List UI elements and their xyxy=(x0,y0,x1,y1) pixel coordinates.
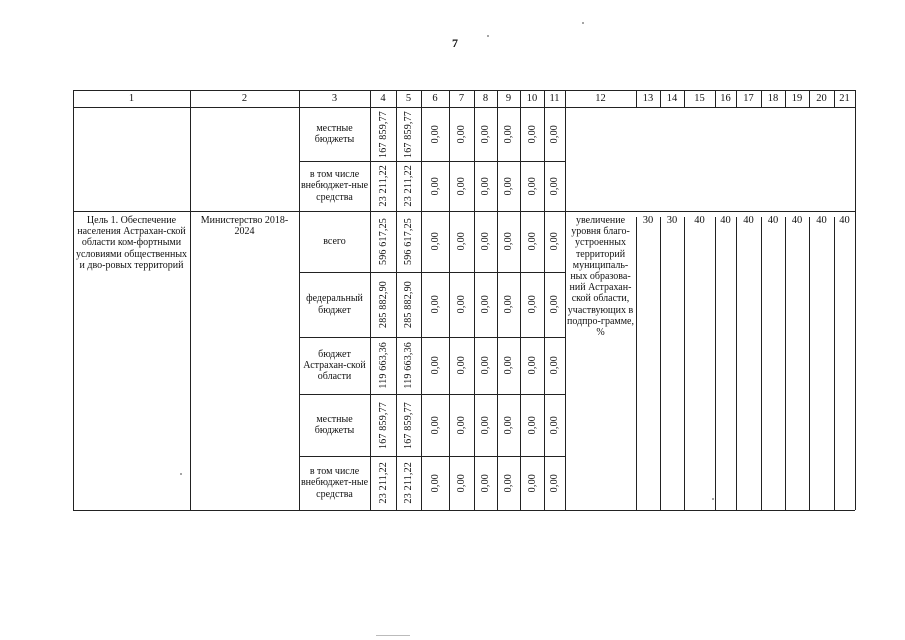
table-rule xyxy=(660,217,661,510)
row-regional-value-8: 0,00 xyxy=(480,356,491,375)
row-local-value-5: 167 859,77 xyxy=(403,401,414,449)
row-extrabudget-label: в том числе внебюджет-ные средства xyxy=(300,466,369,500)
row-federal-label: федеральный бюджет xyxy=(306,293,363,316)
row-total-value-4: 596 617,25 xyxy=(377,218,389,265)
scan-speck xyxy=(180,473,182,475)
row-extrabudget-value-11: 0,00 xyxy=(549,473,560,493)
indicator-text: увеличение уровня благо-устроенных территорий муниципаль-ных образова-ний Астрахан-ской области, участвующих в подпро-грамме, % xyxy=(567,215,634,338)
table-rule xyxy=(855,107,856,510)
row-federal-value-7: 0,00 xyxy=(456,295,467,314)
column-header-12: 12 xyxy=(595,93,606,104)
column-header-7: 7 xyxy=(458,93,465,104)
target-value-17: 40 xyxy=(743,215,754,226)
top-row-extrabudget-value-5: 23 211,22 xyxy=(403,165,414,207)
row-regional-value-7: 0,00 xyxy=(456,356,467,375)
row-extrabudget-value-4: 23 211,22 xyxy=(377,462,389,504)
target-value-18: 40 xyxy=(767,215,779,226)
top-row-extrabudget-label: в том числе внебюджет-ные средства xyxy=(300,169,369,203)
column-header-4: 4 xyxy=(380,93,386,104)
row-local-value-4: 167 859,77 xyxy=(377,401,389,449)
row-local-value-9: 0,00 xyxy=(503,415,514,435)
target-value-20: 40 xyxy=(816,215,827,226)
table-rule xyxy=(834,217,835,510)
column-header-20: 20 xyxy=(816,93,827,104)
row-total-value-10: 0,00 xyxy=(526,232,538,251)
top-row-extrabudget-value-8: 0,00 xyxy=(480,176,491,196)
row-extrabudget-value-10: 0,00 xyxy=(526,473,538,493)
table-rule xyxy=(761,217,762,510)
target-value-21: 40 xyxy=(839,215,850,226)
top-row-extrabudget-value-4: 23 211,22 xyxy=(377,165,389,207)
column-header-19: 19 xyxy=(791,93,803,104)
column-header-18: 18 xyxy=(767,93,779,104)
row-regional-value-5: 119 663,36 xyxy=(403,342,414,389)
column-header-14: 14 xyxy=(666,93,678,104)
row-extrabudget-value-8: 0,00 xyxy=(480,473,491,493)
row-federal-value-6: 0,00 xyxy=(429,295,441,314)
column-header-8: 8 xyxy=(482,93,489,104)
target-value-14: 30 xyxy=(666,215,678,226)
table-rule xyxy=(809,217,810,510)
top-row-extrabudget-value-10: 0,00 xyxy=(526,176,538,196)
table-rule xyxy=(565,510,855,511)
row-local-value-11: 0,00 xyxy=(549,415,560,435)
top-row-local-value-5: 167 859,77 xyxy=(403,110,414,158)
row-federal-value-5: 285 882,90 xyxy=(403,281,414,328)
row-total-value-7: 0,00 xyxy=(456,232,467,251)
table-rule xyxy=(636,217,637,510)
top-row-local-value-6: 0,00 xyxy=(429,124,441,144)
table-rule xyxy=(715,217,716,510)
row-local-value-6: 0,00 xyxy=(429,415,441,435)
top-row-local-value-7: 0,00 xyxy=(456,124,467,144)
row-total-value-6: 0,00 xyxy=(429,232,441,251)
table-rule xyxy=(736,217,737,510)
top-row-extrabudget-value-7: 0,00 xyxy=(456,176,467,196)
scan-speck xyxy=(487,35,489,37)
top-row-local-value-11: 0,00 xyxy=(549,124,560,144)
row-regional-value-6: 0,00 xyxy=(429,356,441,375)
row-federal-value-4: 285 882,90 xyxy=(377,281,389,328)
top-row-extrabudget-value-6: 0,00 xyxy=(429,176,441,196)
column-header-21: 21 xyxy=(839,93,850,104)
column-header-10: 10 xyxy=(526,93,538,104)
row-total-value-9: 0,00 xyxy=(503,232,514,251)
column-header-11: 11 xyxy=(549,93,560,104)
table-rule xyxy=(73,107,74,510)
table-rule xyxy=(190,107,191,510)
top-row-local-label: местные бюджеты xyxy=(314,122,355,145)
column-header-5: 5 xyxy=(405,93,412,104)
column-header-9: 9 xyxy=(505,93,512,104)
row-total-value-8: 0,00 xyxy=(480,232,491,251)
target-value-19: 40 xyxy=(791,215,803,226)
row-local-value-10: 0,00 xyxy=(526,415,538,435)
column-header-13: 13 xyxy=(642,93,654,104)
row-total-label: всего xyxy=(323,235,346,247)
row-extrabudget-value-5: 23 211,22 xyxy=(403,462,414,504)
column-header-1: 1 xyxy=(128,93,135,104)
row-extrabudget-value-7: 0,00 xyxy=(456,473,467,493)
table-rule xyxy=(684,217,685,510)
row-extrabudget-value-6: 0,00 xyxy=(429,473,441,493)
scan-speck xyxy=(582,22,584,24)
row-extrabudget-value-9: 0,00 xyxy=(503,473,514,493)
row-total-value-11: 0,00 xyxy=(549,232,560,251)
scan-mark xyxy=(376,635,410,636)
executor-text: Министерство 2018-2024 xyxy=(200,215,289,238)
top-row-extrabudget-value-11: 0,00 xyxy=(549,176,560,196)
table-rule xyxy=(73,510,565,511)
row-local-value-7: 0,00 xyxy=(456,415,467,435)
column-header-16: 16 xyxy=(720,93,731,104)
top-row-local-value-10: 0,00 xyxy=(526,124,538,144)
column-header-6: 6 xyxy=(432,93,438,104)
column-header-15: 15 xyxy=(694,93,705,104)
column-header-2: 2 xyxy=(241,93,248,104)
row-regional-value-9: 0,00 xyxy=(503,356,514,375)
table-rule xyxy=(855,90,856,107)
row-federal-value-11: 0,00 xyxy=(549,295,560,314)
row-regional-label: бюджет Астрахан-ской области xyxy=(303,348,366,383)
top-row-extrabudget-value-9: 0,00 xyxy=(503,176,514,196)
row-regional-value-4: 119 663,36 xyxy=(377,342,389,389)
column-header-17: 17 xyxy=(743,93,754,104)
table-rule xyxy=(785,217,786,510)
table-rule xyxy=(565,107,566,510)
goal-text: Цель 1. Обеспечение населения Астрахан-ской области ком-фортными условиями общественных и дво-ровых территорий xyxy=(75,215,188,271)
row-regional-value-11: 0,00 xyxy=(549,356,560,375)
target-value-15: 40 xyxy=(694,215,705,226)
row-regional-value-10: 0,00 xyxy=(526,356,538,375)
scan-speck xyxy=(712,498,714,500)
column-header-3: 3 xyxy=(331,93,338,104)
target-value-13: 30 xyxy=(642,215,654,226)
row-total-value-5: 596 617,25 xyxy=(403,218,414,265)
row-local-label: местные бюджеты xyxy=(314,413,355,436)
top-row-local-value-4: 167 859,77 xyxy=(377,110,389,158)
row-federal-value-8: 0,00 xyxy=(480,295,491,314)
row-local-value-8: 0,00 xyxy=(480,415,491,435)
row-federal-value-9: 0,00 xyxy=(503,295,514,314)
top-row-local-value-8: 0,00 xyxy=(480,124,491,144)
row-federal-value-10: 0,00 xyxy=(526,295,538,314)
top-row-local-value-9: 0,00 xyxy=(503,124,514,144)
page-number: 7 xyxy=(452,36,458,50)
target-value-16: 40 xyxy=(720,215,731,226)
